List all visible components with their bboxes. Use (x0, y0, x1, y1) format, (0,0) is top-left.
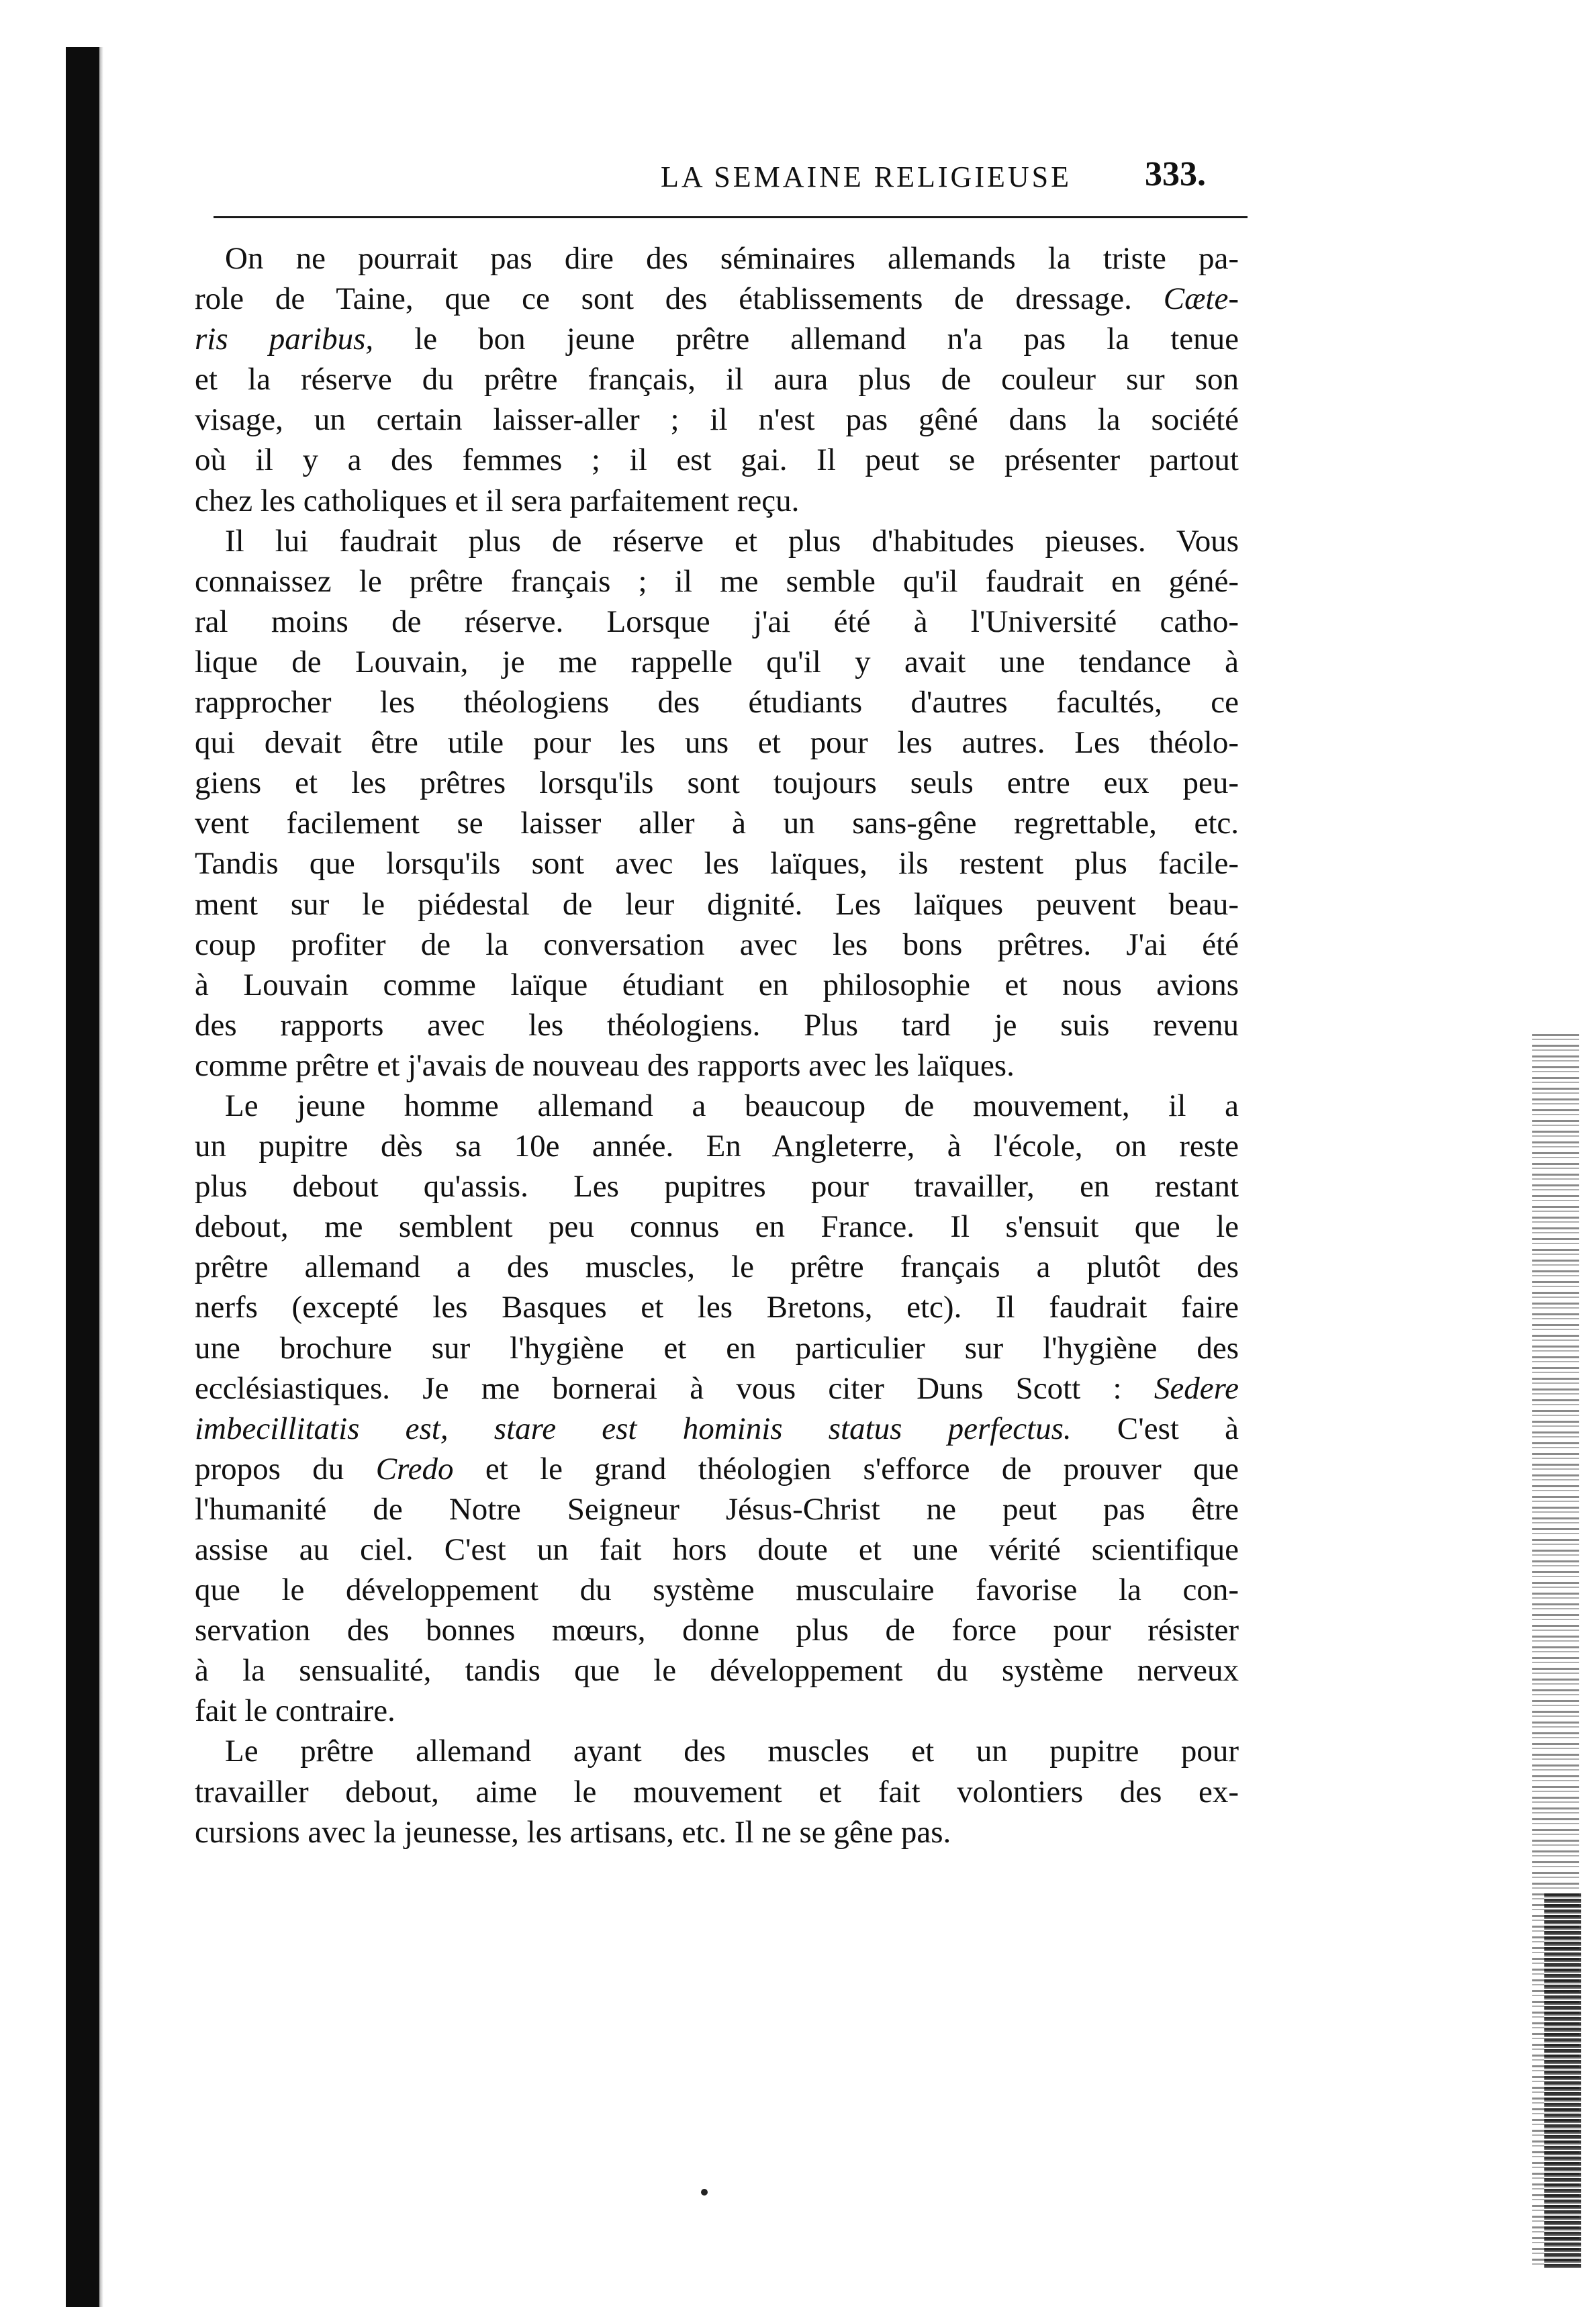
text-segment: qui devait être utile pour les uns et pour les autres. Les théolo- (195, 725, 1239, 761)
text-line (195, 481, 1239, 521)
text-segment: visage, un certain laisser-aller ; il n'est pas gêné dans la société (195, 402, 1239, 438)
text-segment: prêtre allemand a des muscles, le prêtre français a plutôt des (195, 1250, 1239, 1285)
text-line (195, 440, 1239, 480)
text-line (195, 682, 1239, 722)
text-segment: le bon jeune prêtre allemand n'a pas la tenue (373, 322, 1239, 357)
italic-text: Sedere (1154, 1370, 1239, 1406)
text-segment: rapprocher les théologiens des étudiants d'autres facultés, ce (195, 685, 1239, 720)
page-mark (701, 2189, 708, 2196)
text-segment: plus debout qu'assis. Les pupitres pour travailler, en restant (195, 1169, 1239, 1205)
text-segment: assise au ciel. C'est un fait hors doute et une vérité scientifique (195, 1532, 1239, 1567)
text-segment: C'est à (1071, 1411, 1239, 1446)
text-segment: où il y a des femmes ; il est gai. Il peut se présenter partout (195, 442, 1239, 478)
italic-text: Cæte- (1163, 281, 1239, 317)
text-segment: Tandis que lorsqu'ils sont avec les laïques, ils restent plus facile- (195, 846, 1239, 882)
text-segment: Il lui faudrait plus de réserve et plus d'habitudes pieuses. Vous (225, 523, 1239, 559)
text-line (195, 843, 1239, 884)
italic-text: ris paribus, (195, 322, 374, 357)
running-title: LA SEMAINE RELIGIEUSE (661, 160, 1072, 193)
text-line (195, 1409, 1239, 1449)
text-line (195, 1126, 1239, 1166)
text-line (195, 763, 1239, 803)
text-line (195, 1045, 1239, 1086)
text-line (195, 722, 1239, 763)
text-line (195, 1731, 1239, 1771)
italic-text: Credo (375, 1451, 454, 1487)
text-line (195, 1489, 1239, 1529)
text-segment: Le jeune homme allemand a beaucoup de mouvement, il a (225, 1088, 1239, 1123)
text-segment: servation des bonnes mœurs, donne plus de force pour résister (195, 1613, 1239, 1648)
text-segment: ment sur le piédestal de leur dignité. Les laïques peuvent beau- (195, 886, 1239, 922)
scan-border-shadow (98, 47, 103, 2307)
text-line (195, 1570, 1239, 1610)
text-line (195, 1247, 1239, 1287)
text-line (195, 1691, 1239, 1731)
text-line (195, 1610, 1239, 1650)
text-line (195, 602, 1239, 642)
text-segment: fait le contraire. (195, 1693, 395, 1729)
text-segment: coup profiter de la conversation avec les bons prêtres. J'ai été (195, 927, 1239, 962)
text-segment: On ne pourrait pas dire des séminaires allemands la triste pa- (225, 241, 1239, 276)
scan-border-left (66, 47, 99, 2307)
text-segment: debout, me semblent peu connus en France. Il s'ensuit que le (195, 1209, 1239, 1245)
text-segment: et la réserve du prêtre français, il aura plus de couleur sur son (195, 362, 1239, 397)
text-segment: cursions avec la jeunesse, les artisans, etc. Il ne se gêne pas. (195, 1814, 951, 1850)
text-segment: une brochure sur l'hygiène et en particulier sur l'hygiène des (195, 1330, 1239, 1366)
italic-text: imbecillitatis est, stare est hominis status perfectus. (195, 1411, 1072, 1446)
text-segment: ral moins de réserve. Lorsque j'ai été à l'Université catho- (195, 604, 1239, 639)
text-segment: lique de Louvain, je me rappelle qu'il y avait une tendance à (195, 644, 1239, 679)
text-segment: et le grand théologien s'efforce de prouver que (453, 1451, 1239, 1487)
text-line (195, 1812, 1239, 1852)
text-segment: à Louvain comme laïque étudiant en philosophie et nous avions (195, 967, 1239, 1002)
text-segment: que le développement du système musculaire favorise la con- (195, 1572, 1239, 1608)
text-line (195, 1005, 1239, 1045)
text-segment: comme prêtre et j'avais de nouveau des rapports avec les laïques. (195, 1047, 1015, 1083)
text-line (195, 965, 1239, 1005)
text-segment: à la sensualité, tandis que le développement du système nerveux (195, 1653, 1239, 1689)
text-segment: chez les catholiques et il sera parfaitement reçu. (195, 483, 800, 518)
text-line (195, 359, 1239, 399)
text-line (195, 1650, 1239, 1691)
text-line (195, 1772, 1239, 1812)
text-line (195, 803, 1239, 843)
header-rule (214, 216, 1248, 218)
text-line (195, 642, 1239, 682)
text-line (195, 1368, 1239, 1409)
text-segment: ecclésiastiques. Je me bornerai à vous citer Duns Scott : (195, 1370, 1154, 1406)
text-line (195, 1086, 1239, 1126)
page-number: 333. (1145, 155, 1206, 193)
text-line (195, 399, 1239, 440)
text-segment: un pupitre dès sa 10e année. En Angleterre, à l'école, on reste (195, 1129, 1239, 1164)
text-line (195, 1449, 1239, 1489)
text-segment: Le prêtre allemand ayant des muscles et un pupitre pour (225, 1734, 1239, 1769)
body-text (195, 238, 1239, 1852)
text-segment: propos du (195, 1451, 376, 1487)
text-line (195, 884, 1239, 925)
text-line (195, 1166, 1239, 1207)
text-segment: l'humanité de Notre Seigneur Jésus-Christ ne peut pas être (195, 1491, 1239, 1527)
text-line (195, 1287, 1239, 1327)
text-segment: nerfs (excepté les Basques et les Bretons, etc). Il faudrait faire (195, 1290, 1239, 1325)
text-segment: giens et les prêtres lorsqu'ils sont toujours seuls entre eux peu- (195, 765, 1239, 801)
text-line (195, 1328, 1239, 1368)
text-segment: role de Taine, que ce sont des établissements de dressage. (195, 281, 1164, 317)
text-segment: travailler debout, aime le mouvement et fait volontiers des ex- (195, 1774, 1239, 1809)
text-segment: vent facilement se laisser aller à un sans-gêne regrettable, etc. (195, 806, 1239, 841)
text-line (195, 1207, 1239, 1247)
text-line (195, 238, 1239, 279)
scan-bleed-through-right-bottom (1544, 1893, 1581, 2269)
text-line (195, 1529, 1239, 1570)
text-segment: des rapports avec les théologiens. Plus tard je suis revenu (195, 1007, 1239, 1043)
text-line (195, 319, 1239, 359)
text-line (195, 561, 1239, 602)
text-line (195, 279, 1239, 319)
text-segment: connaissez le prêtre français ; il me semble qu'il faudrait en géné- (195, 563, 1239, 599)
text-line (195, 925, 1239, 965)
text-line (195, 521, 1239, 561)
